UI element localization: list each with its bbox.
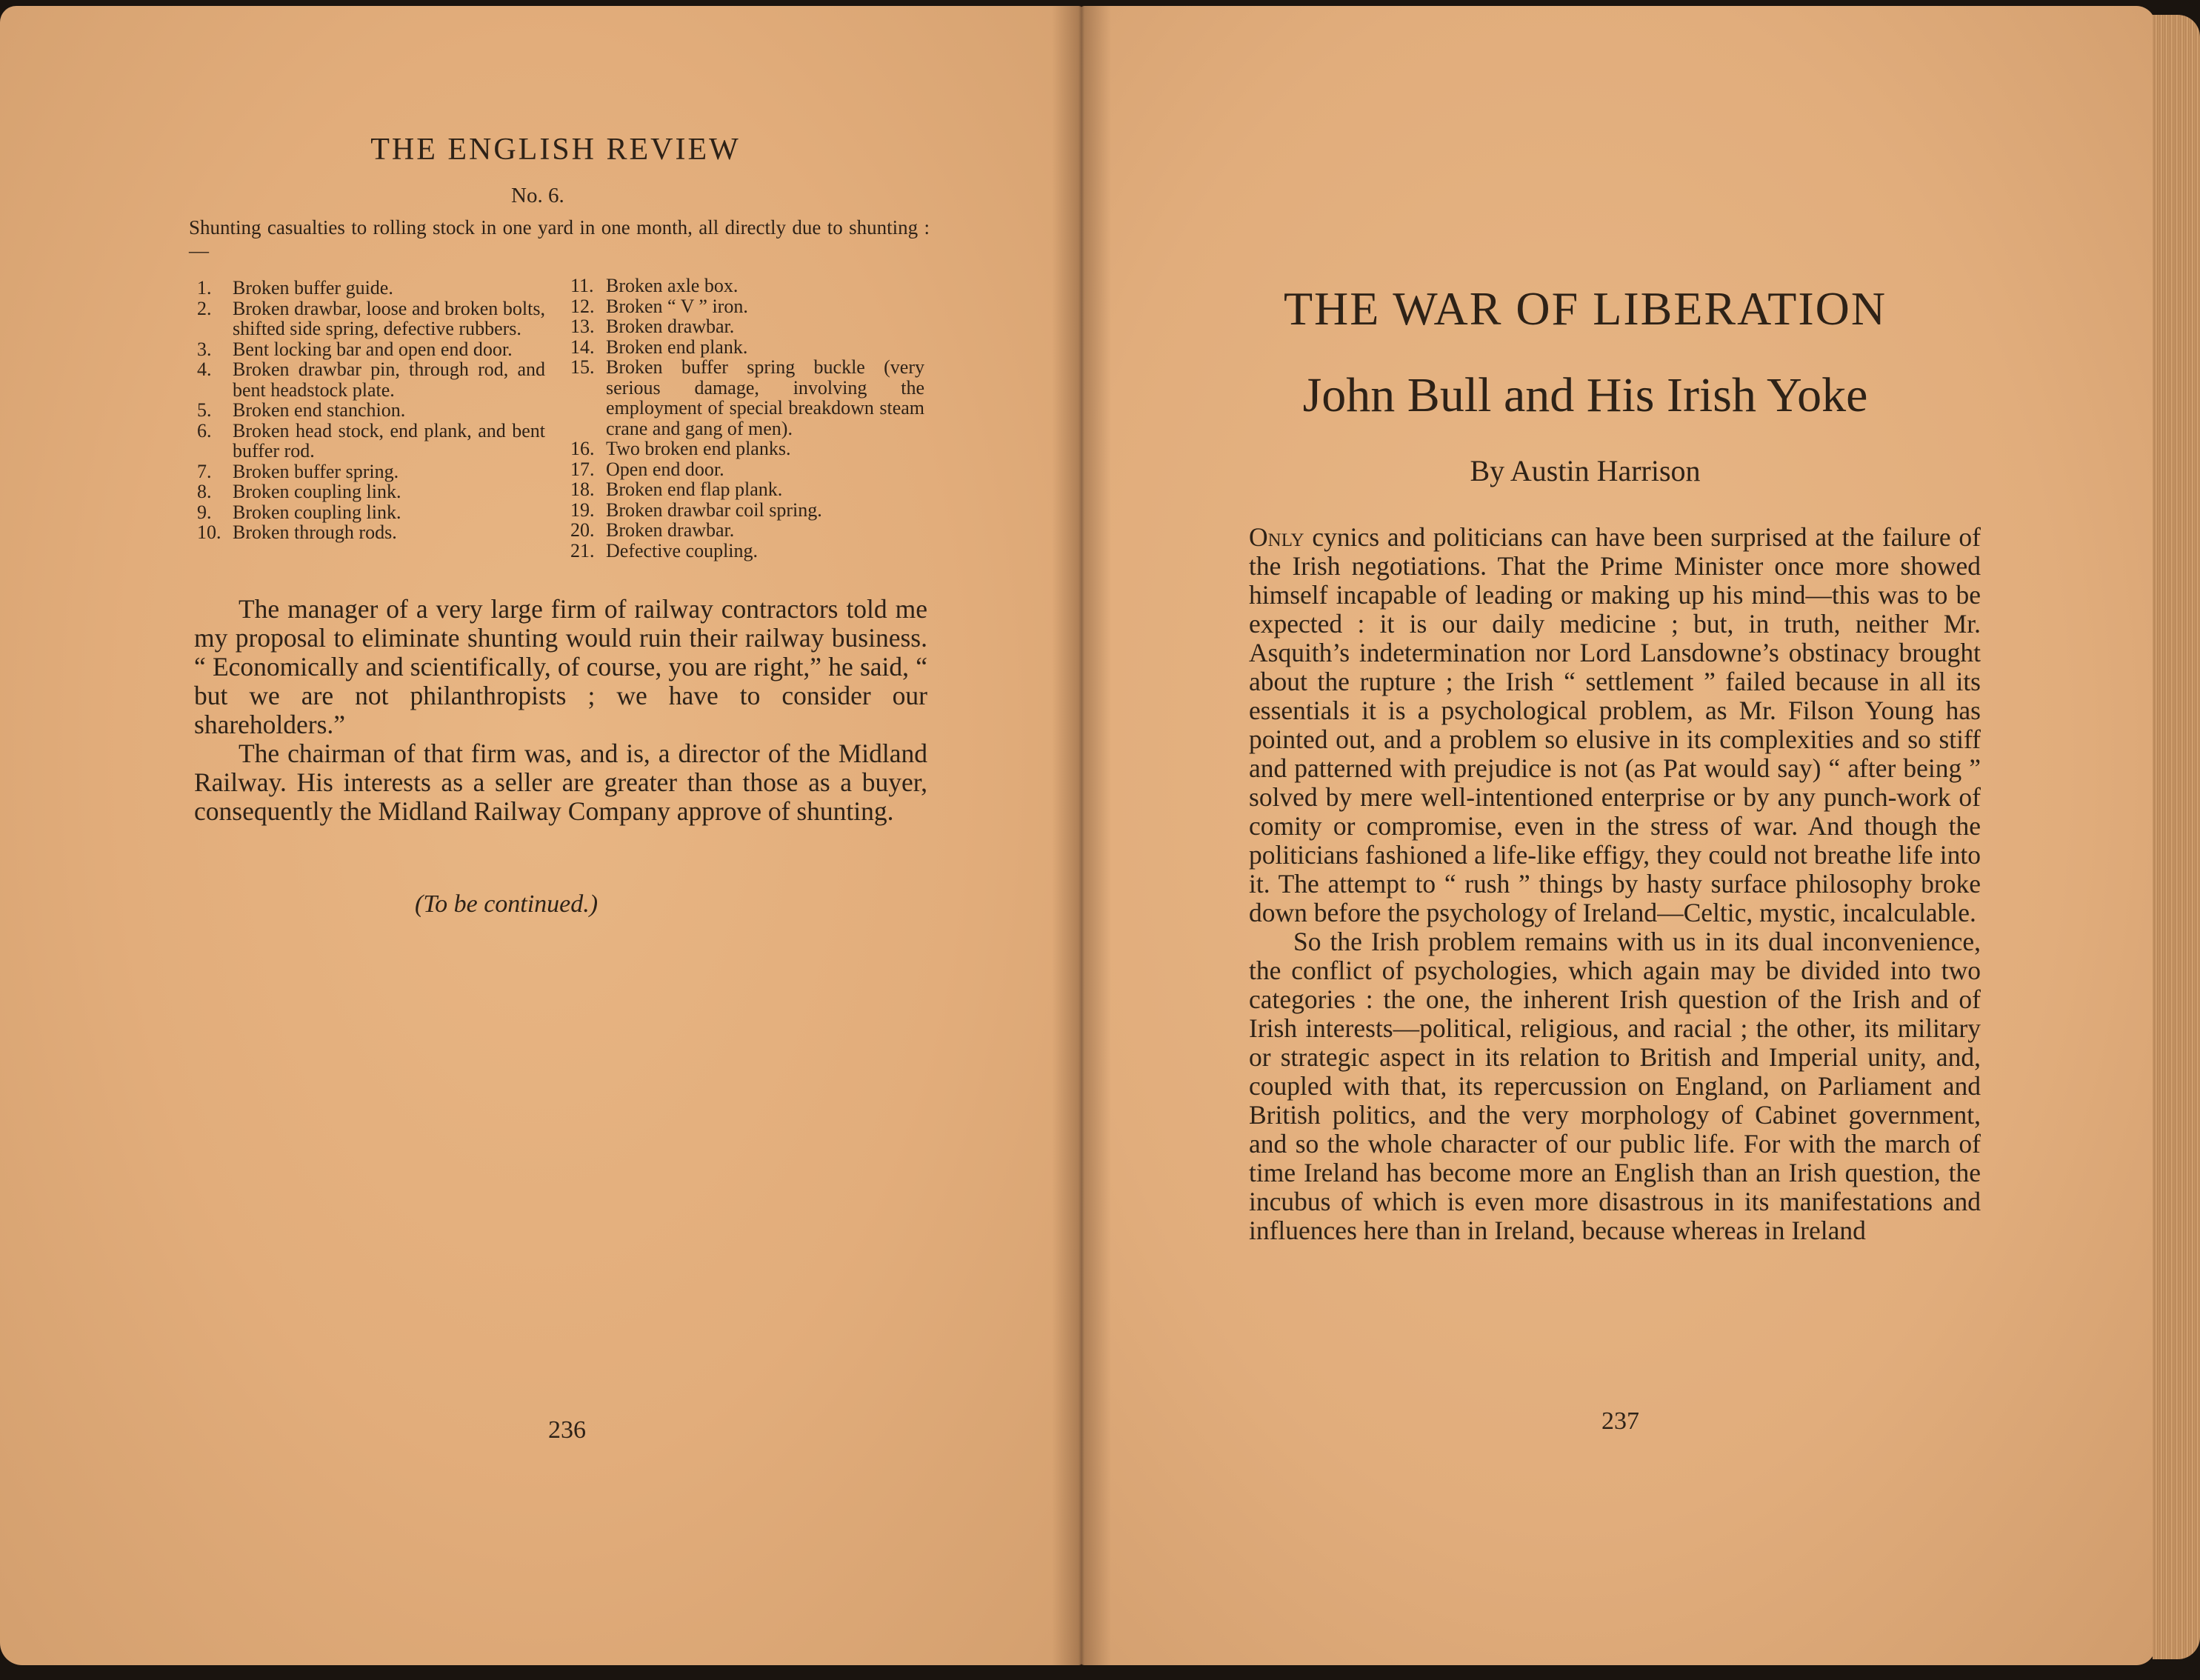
item-number: 18. bbox=[570, 479, 595, 500]
list-item bbox=[197, 278, 545, 299]
list-item bbox=[197, 400, 545, 421]
left-body-text bbox=[194, 595, 927, 826]
casualty-list-column-2 bbox=[570, 276, 924, 561]
item-text: Broken drawbar. bbox=[606, 519, 735, 541]
list-item bbox=[197, 502, 545, 523]
page-number-left: 236 bbox=[548, 1416, 586, 1444]
first-word: Only bbox=[1249, 522, 1304, 552]
page-number-right: 237 bbox=[1601, 1407, 1639, 1435]
article-title: THE WAR OF LIBERATION bbox=[1283, 282, 1887, 335]
item-text: Broken axle box. bbox=[606, 275, 739, 296]
item-text: Broken end stanchion. bbox=[233, 399, 406, 421]
item-text: Broken drawbar. bbox=[606, 316, 735, 337]
item-number: 15. bbox=[570, 356, 595, 378]
item-number: 12. bbox=[570, 295, 595, 317]
paragraph-text: cynics and politicians can have been surprised at the failure of the Irish negotiations. That the Prime Minister once more showed himself incapable of leading or making up his mind—this was to be expected : it is our daily medicine ; but, in truth, neither Mr. Asquith’s indetermination nor Lord Lansdowne’s obstinacy brought about the rupture ; the Irish “ settlement ” failed because in all its essentials it is a psychological problem, as Mr. Filson Young has pointed out, and a problem so elusive in its complexities and so stiff and patterned with prejudice is not (as Pat would say) “ after being ” solved by mere well-intentioned enterprise or by any punch-work of comity or compromise, even in the stress of war. And though the politicians fashioned a life-like effigy, they could not breathe life into it. The attempt to “ rush ” things by hasty surface philosophy broke down before the psychology of Ireland—Celtic, mystic, incalculable. bbox=[1249, 522, 1981, 927]
paragraph bbox=[1249, 523, 1981, 927]
byline: By Austin Harrison bbox=[1470, 454, 1701, 487]
item-text: Broken coupling link. bbox=[233, 481, 401, 502]
list-item bbox=[570, 500, 924, 521]
item-number: 3. bbox=[197, 338, 212, 360]
item-text: Broken buffer guide. bbox=[233, 277, 393, 299]
item-text: Broken buffer spring buckle (very serious damage, involving the employment of special breakdown steam crane and gang of men). bbox=[606, 356, 924, 439]
list-item bbox=[570, 316, 924, 337]
item-text: Broken end flap plank. bbox=[606, 479, 783, 500]
item-number: 11. bbox=[570, 275, 594, 296]
list-item bbox=[570, 520, 924, 541]
item-number: 8. bbox=[197, 481, 212, 502]
list-item bbox=[570, 276, 924, 296]
item-number: 9. bbox=[197, 501, 212, 523]
item-text: Broken drawbar, loose and broken bolts, shifted side spring, defective rubbers. bbox=[233, 297, 545, 339]
item-number: 13. bbox=[570, 316, 595, 337]
list-item bbox=[570, 479, 924, 500]
list-item bbox=[197, 421, 545, 461]
list-intro: Shunting casualties to rolling stock in one yard in one month, all directly due to shunting :— bbox=[189, 216, 930, 261]
item-number: 10. bbox=[197, 521, 221, 543]
item-number: 16. bbox=[570, 438, 595, 459]
item-number: 5. bbox=[197, 399, 212, 421]
item-text: Open end door. bbox=[606, 458, 724, 480]
item-number: 21. bbox=[570, 539, 595, 561]
list-item bbox=[570, 357, 924, 439]
item-text: Broken end plank. bbox=[606, 336, 748, 358]
item-text: Broken coupling link. bbox=[233, 501, 401, 523]
list-item bbox=[197, 522, 545, 543]
list-item bbox=[197, 481, 545, 502]
item-number: 19. bbox=[570, 499, 595, 521]
item-text: Broken “ V ” iron. bbox=[606, 295, 748, 317]
list-item bbox=[197, 461, 545, 482]
item-text: Broken drawbar coil spring. bbox=[606, 499, 822, 521]
paragraph: The manager of a very large firm of railway contractors told me my proposal to eliminate shunting would ruin their railway business. “ Economically and scientifically, of course, you are right,” he said, “ but we are not philanthropists ; we have to consider our shareholders.” bbox=[194, 594, 927, 739]
item-number: 14. bbox=[570, 336, 595, 358]
item-text: Broken through rods. bbox=[233, 521, 397, 543]
list-item bbox=[197, 339, 545, 360]
table-label: No. 6. bbox=[511, 184, 564, 207]
list-item bbox=[570, 541, 924, 561]
item-text: Broken drawbar pin, through rod, and bent headstock plate. bbox=[233, 359, 545, 401]
book-gutter bbox=[1052, 6, 1111, 1665]
running-head: THE ENGLISH REVIEW bbox=[370, 133, 741, 167]
list-item bbox=[570, 459, 924, 480]
list-item bbox=[570, 296, 924, 317]
item-number: 4. bbox=[197, 359, 212, 380]
right-body-text bbox=[1249, 523, 1981, 1245]
list-item bbox=[197, 299, 545, 339]
item-text: Broken buffer spring. bbox=[233, 460, 399, 482]
paragraph: The chairman of that firm was, and is, a director of the Midland Railway. His interests as a seller are greater than those as a buyer, consequently the Midland Railway Company approve of shunting. bbox=[194, 739, 927, 826]
item-number: 1. bbox=[197, 277, 212, 299]
item-text: Defective coupling. bbox=[606, 539, 759, 561]
item-text: Two broken end planks. bbox=[606, 438, 791, 459]
item-number: 7. bbox=[197, 460, 212, 482]
list-item bbox=[197, 359, 545, 400]
list-item bbox=[570, 337, 924, 358]
list-item bbox=[570, 439, 924, 459]
paragraph: So the Irish problem remains with us in its dual inconvenience, the conflict of psychologies, which again may be divided into two categories : the one, the inherent Irish question of the Irish and of Irish interests—political, religious, and racial ; the other, its military or strategic aspect in its relation to British and Imperial unity, and, coupled with that, its repercussion on England, on Parliament and British politics, and the very morphology of Cabinet government, and so the whole character of our public life. For with the march of time Ireland has become more an English than an Irish question, the incubus of which is even more disastrous in its manifestations and influences here than in Ireland, because whereas in Ireland bbox=[1249, 927, 1981, 1245]
item-number: 17. bbox=[570, 458, 595, 480]
page-edges bbox=[2153, 15, 2200, 1659]
article-subtitle: John Bull and His Irish Yoke bbox=[1302, 368, 1868, 422]
item-number: 6. bbox=[197, 419, 212, 441]
casualty-list-column-1 bbox=[197, 278, 545, 543]
item-number: 2. bbox=[197, 297, 212, 319]
item-text: Broken head stock, end plank, and bent buffer rod. bbox=[233, 419, 545, 461]
item-text: Bent locking bar and open end door. bbox=[233, 338, 513, 360]
item-number: 20. bbox=[570, 519, 595, 541]
to-be-continued: (To be continued.) bbox=[415, 890, 599, 918]
